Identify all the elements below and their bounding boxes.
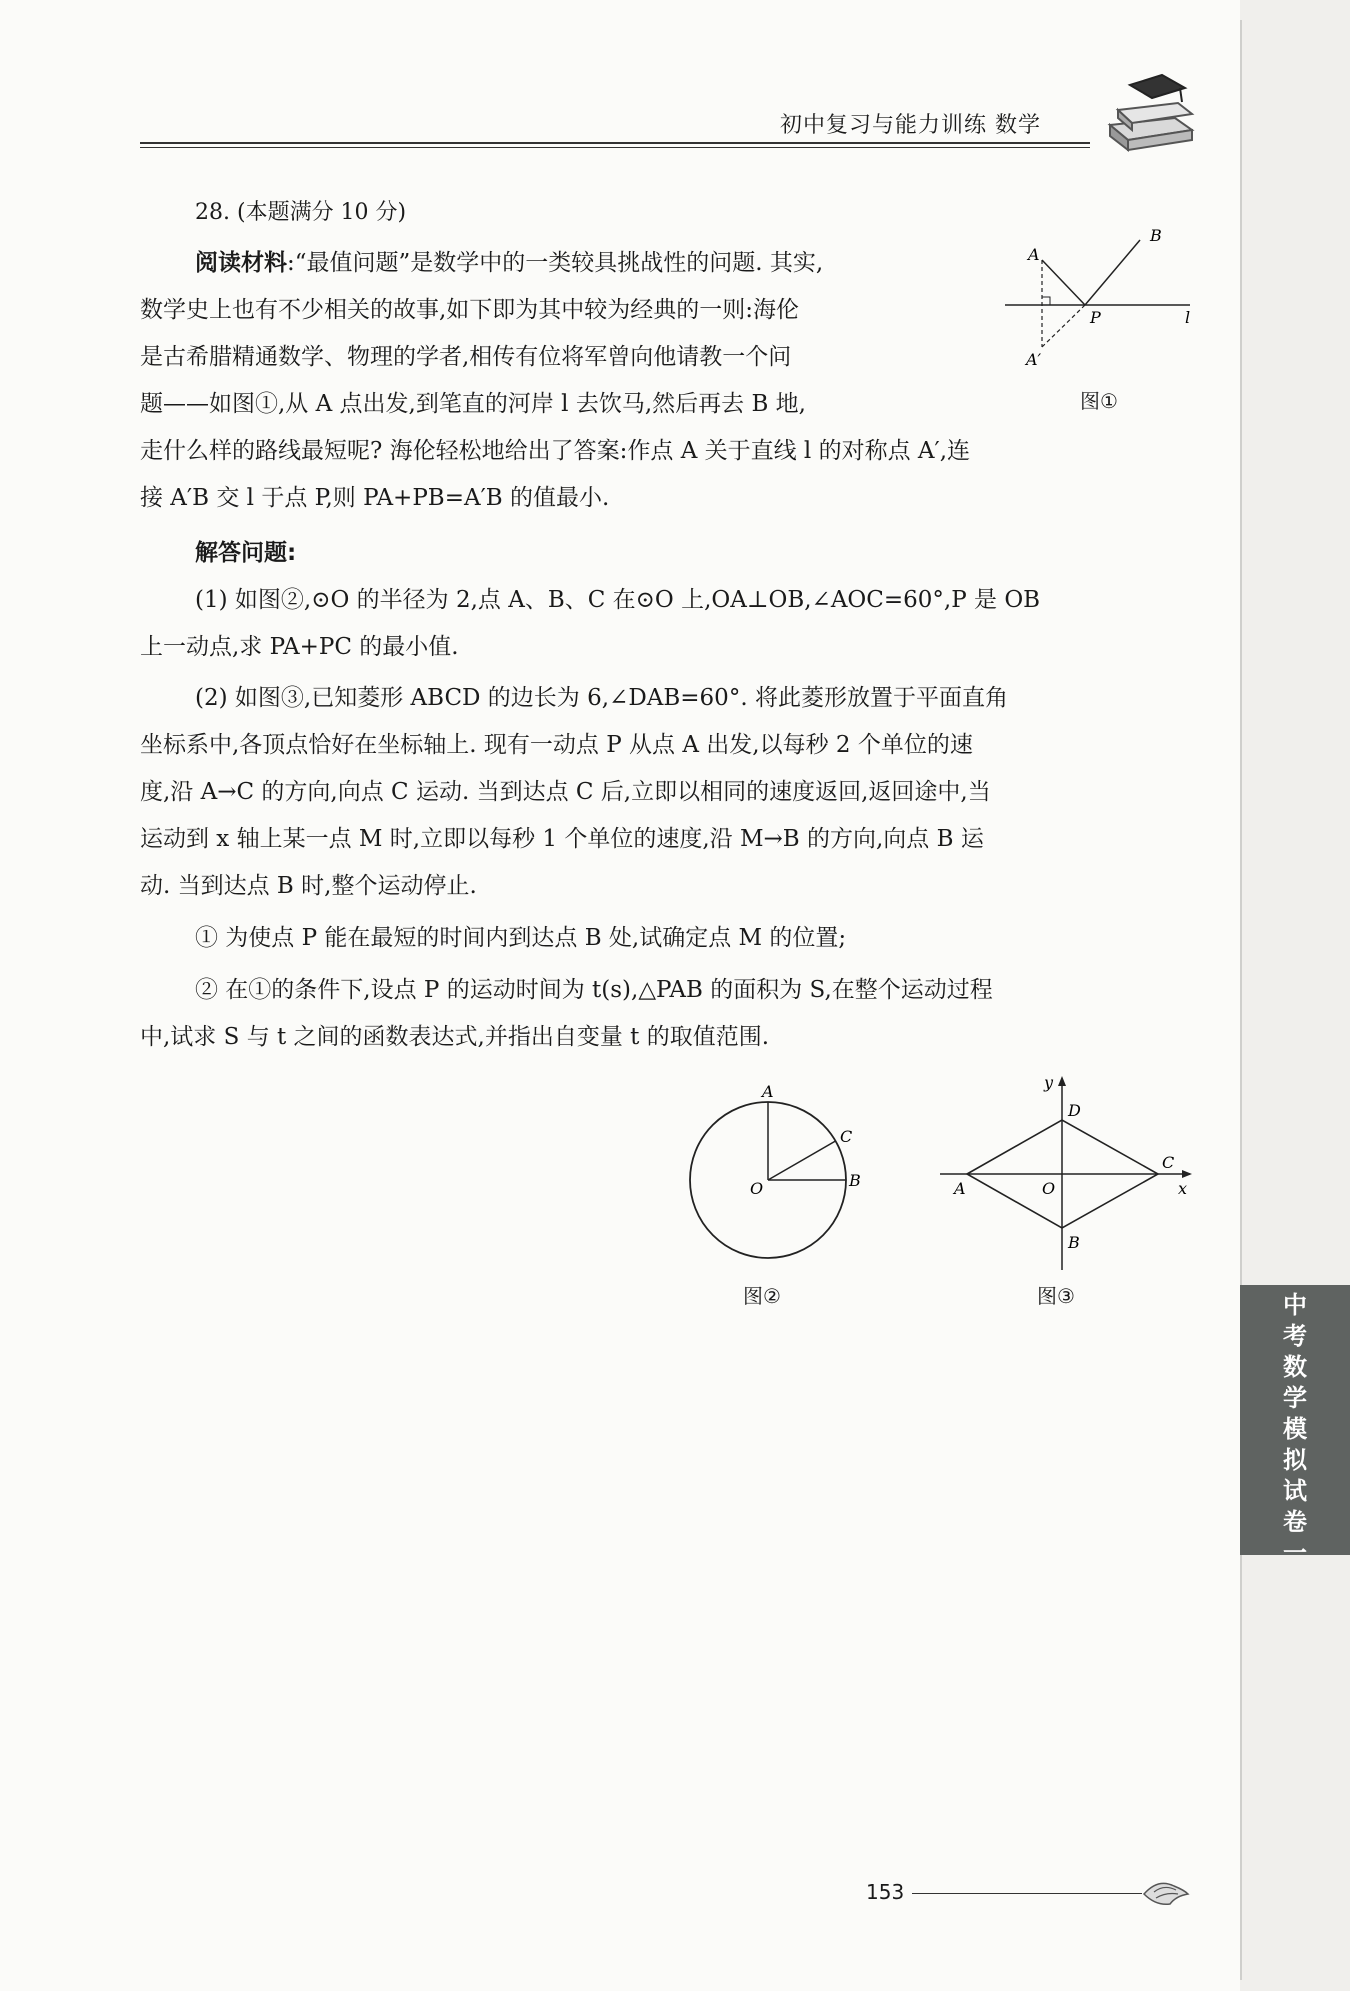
figure-2-caption: 图② xyxy=(743,1284,781,1308)
label-a-prime: A′ xyxy=(1026,350,1042,369)
header-title: 初中复习与能力训练 数学 xyxy=(780,113,1041,138)
segment-ap xyxy=(1042,260,1085,305)
page-number: 153 xyxy=(866,1880,905,1904)
side-tab-char: 学 xyxy=(1283,1384,1307,1412)
label-c: C xyxy=(840,1127,853,1146)
label-a: A xyxy=(762,1082,774,1101)
label-p: P xyxy=(1090,308,1101,327)
reading-line-1: 阅读材料:“最值问题”是数学中的一类较具挑战性的问题. 其实, xyxy=(195,250,824,276)
y-axis-arrow xyxy=(1058,1076,1066,1086)
x-axis-arrow xyxy=(1182,1170,1192,1178)
reading-line-2: 数学史上也有不少相关的故事,如下即为其中较为经典的一则:海伦 xyxy=(140,297,800,323)
figure-3 xyxy=(940,1070,1200,1280)
figure-1 xyxy=(1000,225,1200,375)
figure-3-caption: 图③ xyxy=(1037,1284,1075,1308)
sub-question-2-line-2: 中,试求 S 与 t 之间的函数表达式,并指出自变量 t 的取值范围. xyxy=(140,1024,770,1050)
question-number: 28. (本题满分 10 分) xyxy=(195,200,407,225)
part2-line-1: (2) 如图③,已知菱形 ABCD 的边长为 6,∠DAB=60°. 将此菱形放置于平面直角 xyxy=(195,685,1008,711)
answer-label: 解答问题: xyxy=(195,540,297,566)
sub-question-1: ① 为使点 P 能在最短的时间内到达点 B 处,试确定点 M 的位置; xyxy=(195,925,847,951)
label-c: C xyxy=(1162,1153,1175,1172)
reading-line-6: 接 A′B 交 l 于点 P,则 PA+PB=A′B 的值最小. xyxy=(140,485,610,511)
footer-rule xyxy=(912,1893,1142,1894)
label-a: A xyxy=(954,1179,966,1198)
segment-a-prime-p xyxy=(1042,305,1085,347)
header-rule-thin xyxy=(140,147,1090,148)
sub-question-2-line-1: ② 在①的条件下,设点 P 的运动时间为 t(s),△PAB 的面积为 S,在整个运动过程 xyxy=(195,977,993,1003)
reading-line-4: 题——如图①,从 A 点出发,到笔直的河岸 l 去饮马,然后再去 B 地, xyxy=(140,391,806,417)
figure-1-caption: 图① xyxy=(1080,389,1118,413)
reading-line-3: 是古希腊精通数学、物理的学者,相传有位将军曾向他请教一个问 xyxy=(140,344,792,370)
label-b: B xyxy=(849,1171,861,1190)
segment-pb xyxy=(1085,240,1140,305)
side-tab-char: 一 xyxy=(1283,1539,1307,1567)
label-o: O xyxy=(1042,1179,1056,1198)
ornament-icon xyxy=(1140,1874,1190,1910)
part1-line-2: 上一动点,求 PA+PC 的最小值. xyxy=(140,634,459,660)
reading-line-5: 走什么样的路线最短呢? 海伦轻松地给出了答案:作点 A 关于直线 l 的对称点 A′,连 xyxy=(140,438,971,464)
books-icon xyxy=(1100,70,1200,155)
label-l: l xyxy=(1185,308,1191,327)
page-edge xyxy=(1240,20,1242,1980)
label-b: B xyxy=(1150,226,1162,245)
part1-line-1: (1) 如图②,⊙O 的半径为 2,点 A、B、C 在⊙O 上,OA⊥OB,∠AOC=60°,P 是 OB xyxy=(195,587,1041,613)
part2-line-4: 运动到 x 轴上某一点 M 时,立即以每秒 1 个单位的速度,沿 M→B 的方向,向点 B 运 xyxy=(140,826,984,852)
side-tab-char: 中 xyxy=(1283,1291,1307,1319)
part2-line-5: 动. 当到达点 B 时,整个运动停止. xyxy=(140,873,477,899)
label-b: B xyxy=(1068,1233,1080,1252)
side-tab-char: 考 xyxy=(1283,1322,1307,1350)
part2-line-3: 度,沿 A→C 的方向,向点 C 运动. 当到达点 C 后,立即以相同的速度返回,返回途中,当 xyxy=(140,779,991,805)
side-tab-char: 拟 xyxy=(1283,1446,1307,1474)
label-o: O xyxy=(750,1179,764,1198)
page-margin xyxy=(1240,0,1350,1991)
side-tab-char: 模 xyxy=(1283,1415,1307,1443)
side-tab-char: 数 xyxy=(1283,1353,1307,1381)
radius-oc xyxy=(768,1141,836,1180)
label-y: y xyxy=(1044,1073,1054,1092)
label-d: D xyxy=(1068,1101,1081,1120)
side-tab-char: 卷 xyxy=(1283,1508,1307,1536)
label-x: x xyxy=(1178,1179,1188,1198)
side-tab xyxy=(1240,1285,1350,1567)
label-a: A xyxy=(1028,245,1040,264)
side-tab-char: 试 xyxy=(1283,1477,1307,1505)
reading-label: 阅读材料 xyxy=(195,250,287,276)
figure-2 xyxy=(680,1080,870,1270)
right-angle-mark xyxy=(1042,297,1050,305)
header-rule xyxy=(140,142,1090,144)
part2-line-2: 坐标系中,各顶点恰好在坐标轴上. 现有一动点 P 从点 A 出发,以每秒 2 个单位的速 xyxy=(140,732,973,758)
